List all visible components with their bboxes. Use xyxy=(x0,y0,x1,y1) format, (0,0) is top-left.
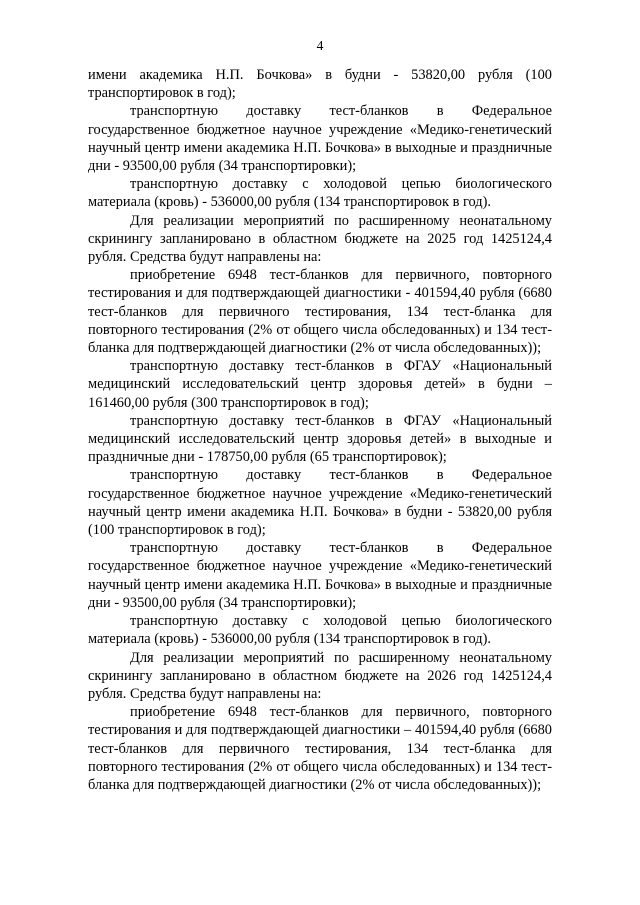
paragraph: имени академика Н.П. Бочкова» в будни - 53820,00 рубля (100 транспортировок в год); xyxy=(88,67,552,102)
paragraph: Для реализации мероприятий по расширенному неонатальному скринингу запланировано в областном бюджете на 2026 год 1425124,4 рубля. Средства будут направлены на: xyxy=(88,649,552,702)
paragraph: транспортную доставку с холодовой цепью биологического материала (кровь) - 536000,00 рубля (134 транспортировок в год). xyxy=(88,176,552,211)
paragraph: транспортную доставку тест-бланков в Федеральное государственное бюджетное научное учреждение «Медико-генетический научный центр имени академика Н.П. Бочкова» в выходные и праздничные дни - 93500,00 рубля (34 транспортировки); xyxy=(88,103,552,175)
paragraph: транспортную доставку тест-бланков в ФГАУ «Национальный медицинский исследовательский центр здоровья детей» в будни – 161460,00 рубля (300 транспортировок в год); xyxy=(88,358,552,411)
paragraph: приобретение 6948 тест-бланков для первичного, повторного тестирования и для подтверждающей диагностики - 401594,40 рубля (6680 тест-бланков для первичного тестирования, 134 тест-бланка для повторного тестирования (2% от общего числа обследованных) и 134 тест-бланка для подтверждающей диагностики (2% от числа обследованных)); xyxy=(88,267,552,357)
document-body xyxy=(88,66,552,794)
paragraph: Для реализации мероприятий по расширенному неонатальному скринингу запланировано в областном бюджете на 2025 год 1425124,4 рубля. Средства будут направлены на: xyxy=(88,212,552,266)
paragraph: транспортную доставку тест-бланков в ФГАУ «Национальный медицинский исследовательский центр здоровья детей» в выходные и праздничные дни - 178750,00 рубля (65 транспортировок); xyxy=(88,412,552,466)
paragraph: транспортную доставку тест-бланков в Федеральное государственное бюджетное научное учреждение «Медико-генетический научный центр имени академика Н.П. Бочкова» в выходные и праздничные дни - 93500,00 рубля (34 транспортировки); xyxy=(88,540,552,611)
paragraph: транспортную доставку с холодовой цепью биологического материала (кровь) - 536000,00 рубля (134 транспортировок в год). xyxy=(88,613,552,648)
page-number: 4 xyxy=(316,38,324,53)
paragraph: транспортную доставку тест-бланков в Федеральное государственное бюджетное научное учреждение «Медико-генетический научный центр имени академика Н.П. Бочкова» в будни - 53820,00 рубля (100 транспортировок в год); xyxy=(88,467,552,539)
paragraph: приобретение 6948 тест-бланков для первичного, повторного тестирования и для подтверждающей диагностики – 401594,40 рубля (6680 тест-бланков для первичного тестирования, 134 тест-бланка для повторного тестирования (2% от общего числа обследованных) и 134 тест-бланка для подтверждающей диагностики (2% от числа обследованных)); xyxy=(88,704,552,793)
